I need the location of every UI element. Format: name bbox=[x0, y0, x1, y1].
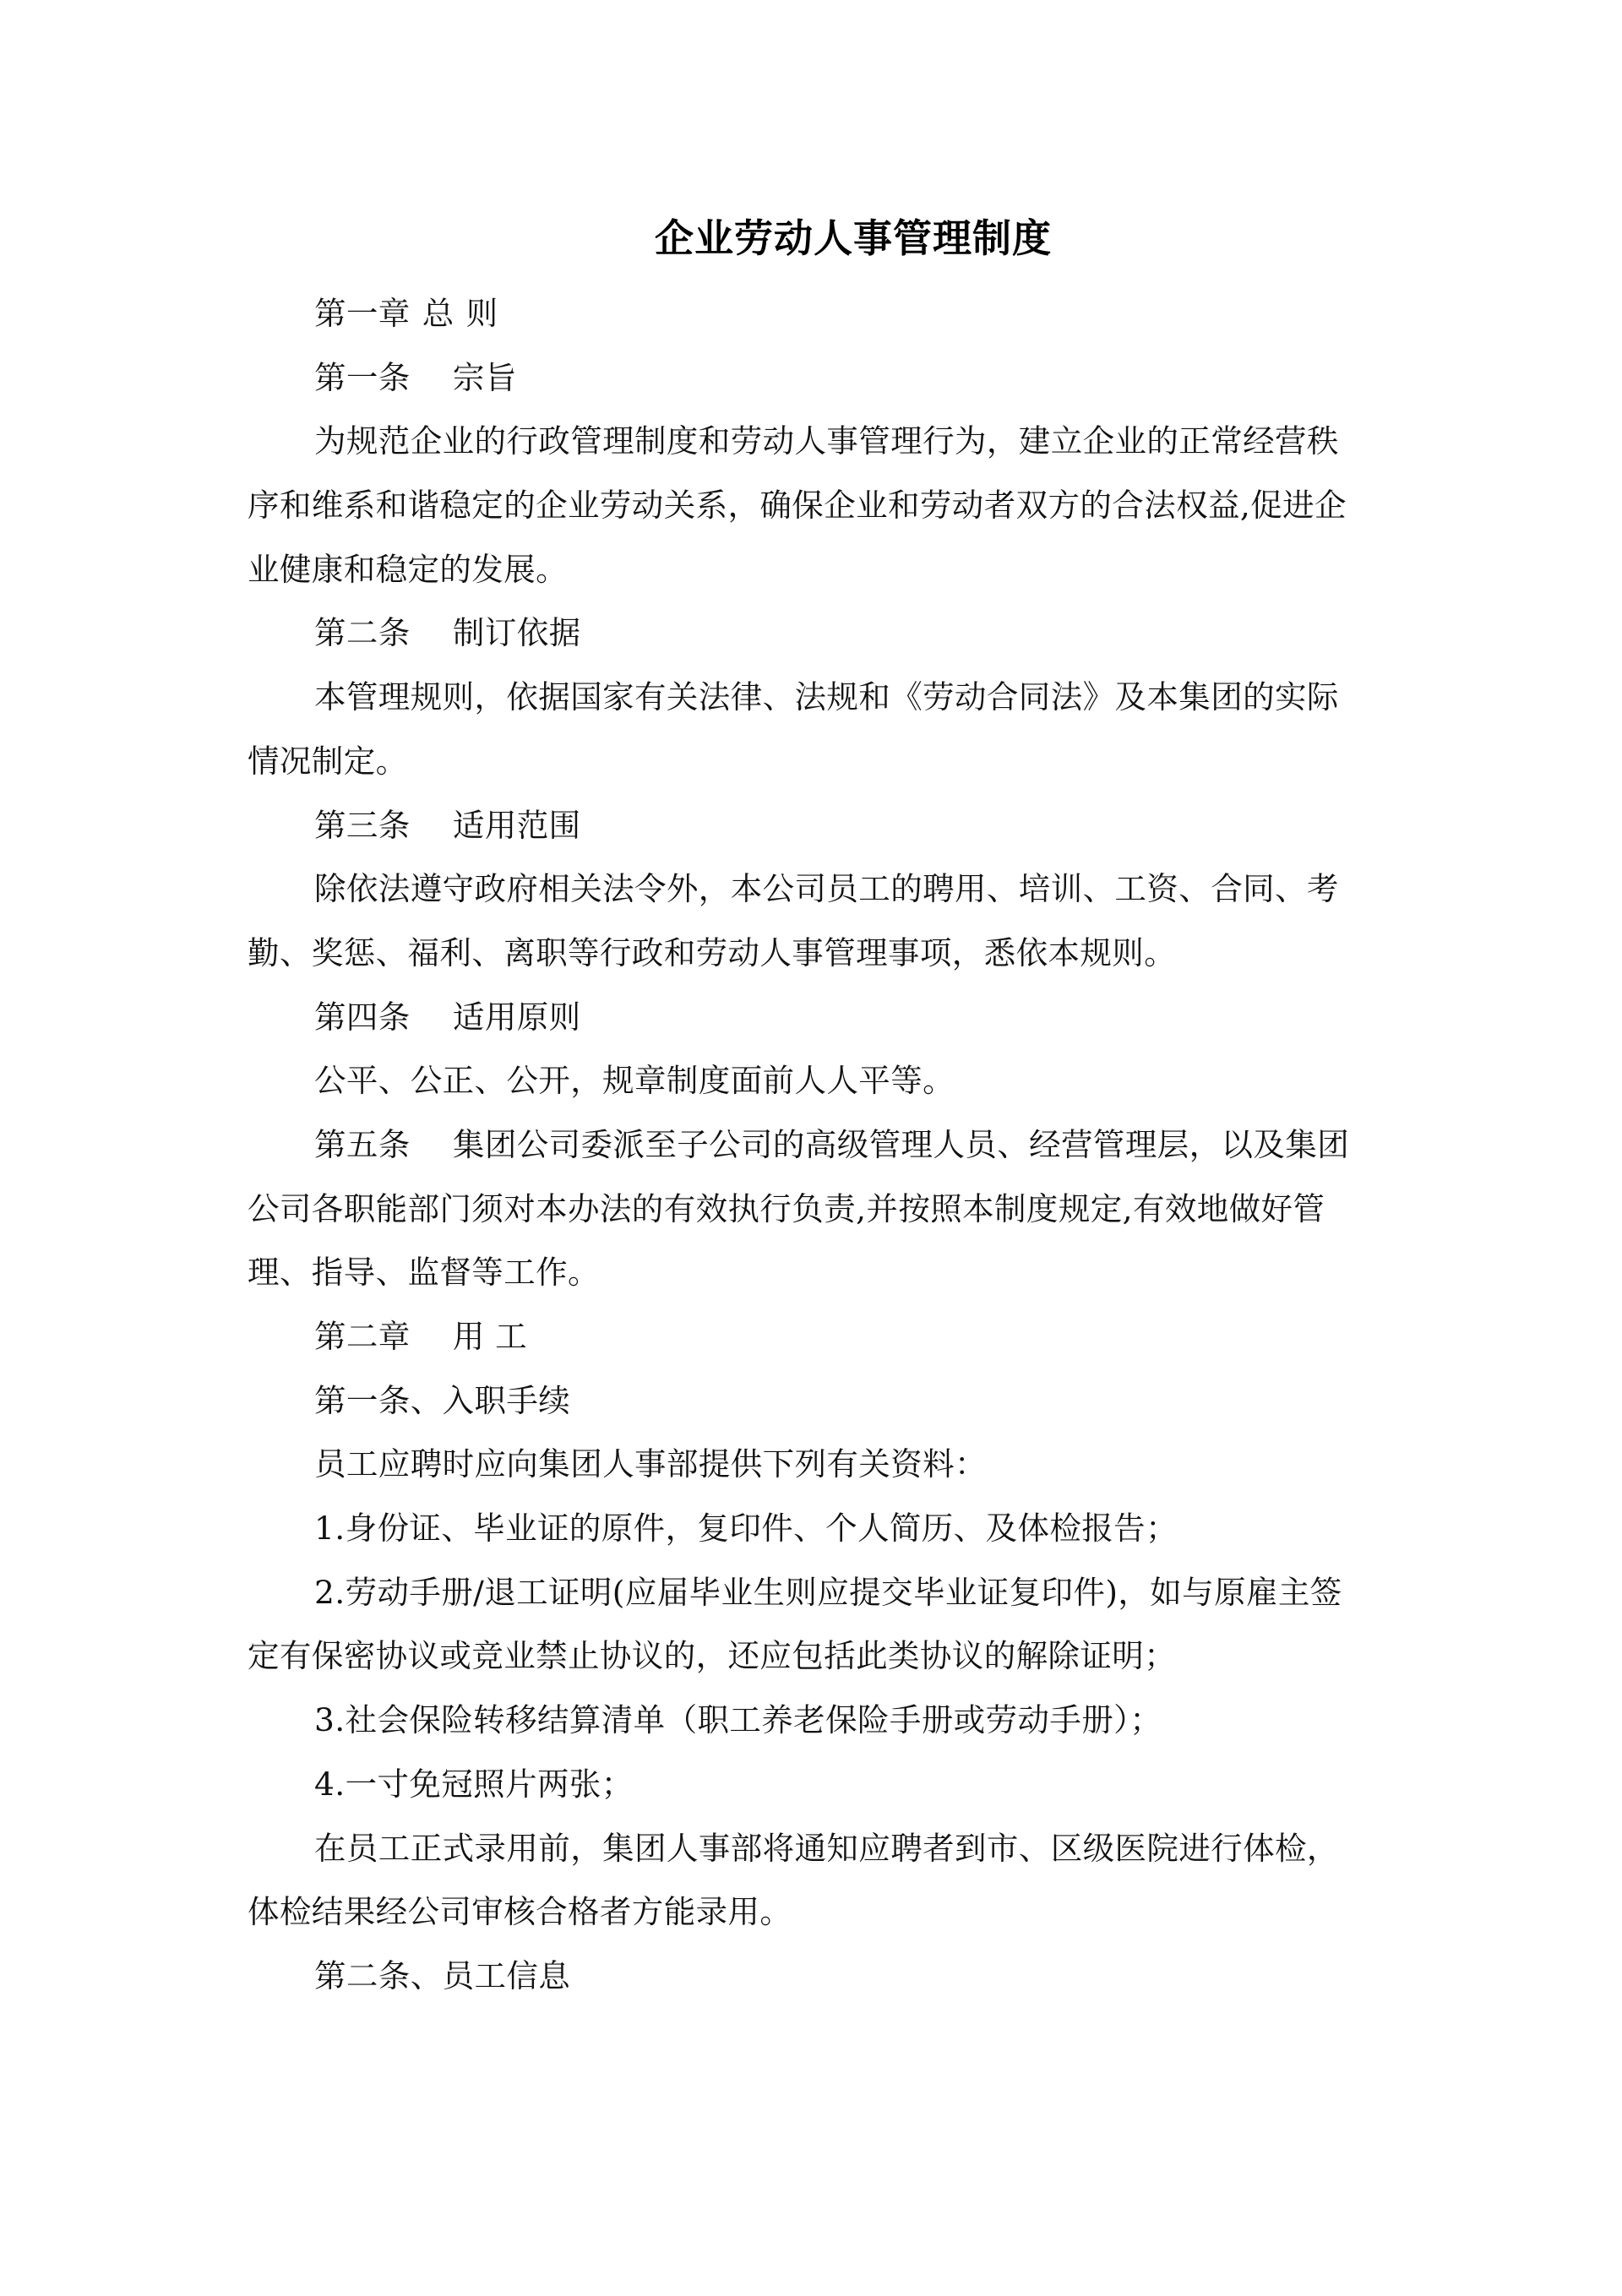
chapter-title-char: 则 bbox=[465, 295, 498, 332]
paragraph-line: 业健康和稳定的发展。 bbox=[248, 550, 568, 588]
list-item-continuation: 定有保密协议或竞业禁止协议的，还应包括此类协议的解除证明； bbox=[248, 1637, 1177, 1675]
paragraph-line: 除依法遵守政府相关法令外，本公司员工的聘用、培训、工资、合同、考 bbox=[314, 870, 1339, 908]
chapter-heading-employment: 第二章 用 工 bbox=[314, 1318, 528, 1355]
article-heading: 第一条 宗旨 bbox=[314, 358, 517, 396]
paragraph-line: 序和维系和谐稳定的企业劳动关系，确保企业和劳动者双方的合法权益,促进企 bbox=[248, 487, 1347, 525]
article-paragraph-line: 第五条 集团公司委派至子公司的高级管理人员、经营管理层，以及集团 bbox=[314, 1125, 1350, 1163]
article-heading: 第二条、员工信息 bbox=[314, 1956, 571, 1994]
article-heading: 第四条 适用原则 bbox=[314, 998, 581, 1036]
paragraph-line: 理、指导、监督等工作。 bbox=[248, 1254, 600, 1292]
paragraph-line: 员工应聘时应向集团人事部提供下列有关资料： bbox=[314, 1445, 987, 1483]
list-item: 2.劳动手册/退工证明(应届毕业生则应提交毕业证复印件)，如与原雇主签 bbox=[314, 1573, 1342, 1611]
paragraph-line: 公司各职能部门须对本办法的有效执行负责,并按照本制度规定,有效地做好管 bbox=[248, 1189, 1325, 1227]
document-title: 企业劳动人事管理制度 bbox=[655, 215, 1052, 261]
list-item: 4.一寸免冠照片两张； bbox=[314, 1765, 634, 1803]
chapter-number: 第一章 bbox=[314, 295, 411, 332]
chapter-title-char: 总 bbox=[422, 295, 454, 332]
paragraph-line: 体检结果经公司审核合格者方能录用。 bbox=[248, 1893, 792, 1931]
paragraph-line: 勤、奖惩、福利、离职等行政和劳动人事管理事项，悉依本规则。 bbox=[248, 933, 1177, 971]
paragraph-line: 情况制定。 bbox=[248, 742, 408, 780]
paragraph-line: 本管理规则，依据国家有关法律、法规和《劳动合同法》及本集团的实际 bbox=[314, 678, 1339, 716]
document-body bbox=[248, 282, 1380, 2009]
paragraph-line: 为规范企业的行政管理制度和劳动人事管理行为，建立企业的正常经营秩 bbox=[314, 422, 1339, 460]
list-item: 3.社会保险转移结算清单（职工养老保险手册或劳动手册）； bbox=[314, 1701, 1162, 1739]
article-heading: 第三条 适用范围 bbox=[314, 806, 581, 844]
article-heading: 第一条、入职手续 bbox=[314, 1381, 571, 1419]
article-heading: 第二条 制订依据 bbox=[314, 614, 581, 652]
list-item: 1.身份证、毕业证的原件，复印件、个人简历、及体检报告； bbox=[314, 1510, 1178, 1548]
chapter-heading-general-provisions bbox=[248, 282, 1380, 346]
paragraph-line: 在员工正式录用前，集团人事部将通知应聘者到市、区级医院进行体检， bbox=[314, 1829, 1339, 1867]
paragraph-line: 公平、公正、公开，规章制度面前人人平等。 bbox=[314, 1062, 955, 1100]
